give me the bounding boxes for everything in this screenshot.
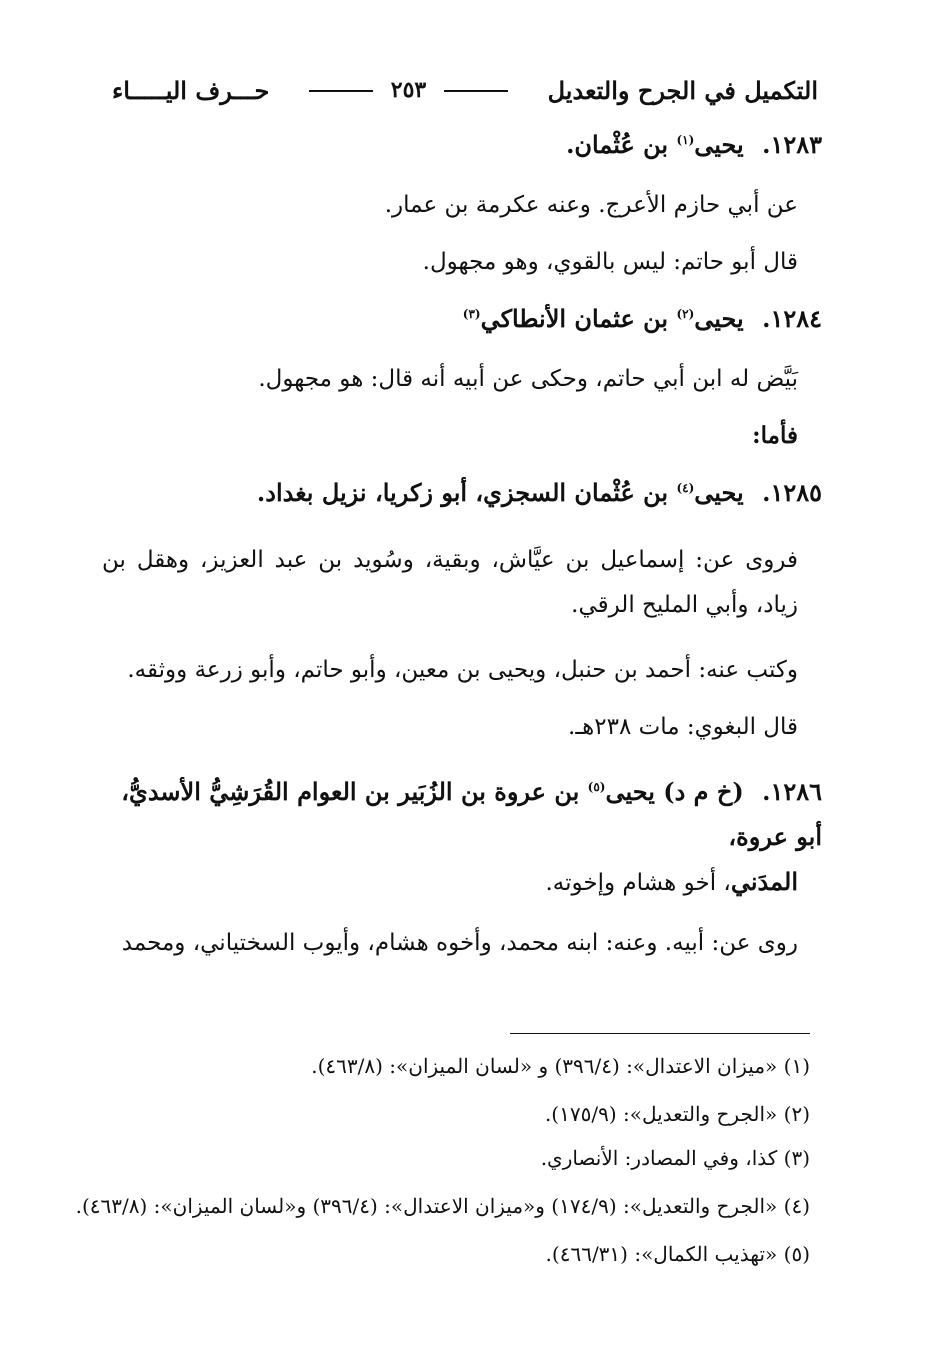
entry-name-nisba: المدَني xyxy=(730,867,798,896)
entry-paragraph: فروى عن: إسماعيل بن عيَّاش، وبقية، وسُويد بن عبد العزيز، وهقل بن زياد، وأبي المليح الرقي. xyxy=(102,547,798,618)
header-rule-left xyxy=(444,90,508,92)
footnote-ref: (٢) xyxy=(676,307,695,321)
footnote-item: (١) «ميزان الاعتدال»: (٣٩٦/٤) و «لسان الميزان»: (٤٦٣/٨). xyxy=(311,1054,810,1078)
footnotes xyxy=(75,1053,810,1285)
section-title: حـــرف اليـــــاء xyxy=(112,75,270,105)
entry-name-rest: بن عُثْمان السجزي، أبو زكريا، نزيل بغداد. xyxy=(256,478,669,507)
header-page-cluster xyxy=(299,77,518,103)
footnote-item: (٤) «الجرح والتعديل»: (١٧٤/٩) و«ميزان الاعتدال»: (٣٩٦/٤) و«لسان الميزان»: (٤٦٣/٨). xyxy=(75,1194,810,1218)
footnote-divider xyxy=(510,1033,810,1034)
entry-paragraph: وكتب عنه: أحمد بن حنبل، ويحيى بن معين، وأبو حاتم، وأبو زرعة ووثقه. xyxy=(127,657,798,683)
footnote-ref: (٤) xyxy=(676,481,695,495)
book-title: التكميل في الجرح والتعديل xyxy=(547,75,818,105)
entry-name-start: يحيى xyxy=(694,304,744,333)
entry-name-rest: بن عروة بن الزُبَير بن العوام القُرَشِيُّ الأسديُّ، أبو عروة، xyxy=(121,777,822,851)
entry-heading xyxy=(102,304,822,334)
footnote-item: (٢) «الجرح والتعديل»: (١٧٥/٩). xyxy=(544,1102,810,1126)
entry-number: ١٢٨٤. xyxy=(762,304,822,333)
footnote-ref: (٣) xyxy=(462,307,481,321)
entry-number: ١٢٨٦. xyxy=(762,777,822,806)
entry-paragraph: فأما: xyxy=(752,422,798,449)
entry-heading xyxy=(102,478,822,508)
footnote-ref: (١) xyxy=(676,133,695,147)
entry-name-start: يحيى xyxy=(694,478,744,507)
entry-paragraph: روى عن: أبيه. وعنه: ابنه محمد، وأخوه هشام، وأيوب السختياني، ومحمد xyxy=(121,930,798,956)
main-text xyxy=(102,130,822,985)
page-number: ٢٥٣ xyxy=(390,77,427,103)
entry-paragraph: عن أبي حازم الأعرج. وعنه عكرمة بن عمار. xyxy=(384,192,798,218)
entry-paragraph: قال البغوي: مات ٢٣٨هـ. xyxy=(568,714,798,740)
entry-name-tail: ، أخو هشام وإخوته. xyxy=(545,870,731,896)
header-rule-right xyxy=(309,90,373,92)
footnote-ref: (٥) xyxy=(587,780,606,794)
running-header xyxy=(112,70,818,110)
entry-paragraph: بَيَّض له ابن أبي حاتم، وحكى عن أبيه أنه قال: هو مجهول. xyxy=(258,366,798,392)
entry-paragraph: قال أبو حاتم: ليس بالقوي، وهو مجهول. xyxy=(422,249,798,275)
entry-heading xyxy=(102,769,822,906)
entry-number: ١٢٨٣. xyxy=(762,130,822,159)
entry-name-rest: بن عُثْمان. xyxy=(566,130,669,159)
footnote-item: (٥) «تهذيب الكمال»: (٤٦٦/٣١). xyxy=(545,1242,810,1266)
entry-heading xyxy=(102,130,822,160)
entry-name-rest: بن عثمان الأنطاكي xyxy=(480,304,669,333)
entry-name-start: يحيى xyxy=(694,130,744,159)
footnote-item: (٣) كذا، وفي المصادر: الأنصاري. xyxy=(540,1146,810,1170)
entry-number: ١٢٨٥. xyxy=(762,478,822,507)
entry-name-start: (خ م د) يحيى xyxy=(605,777,744,806)
